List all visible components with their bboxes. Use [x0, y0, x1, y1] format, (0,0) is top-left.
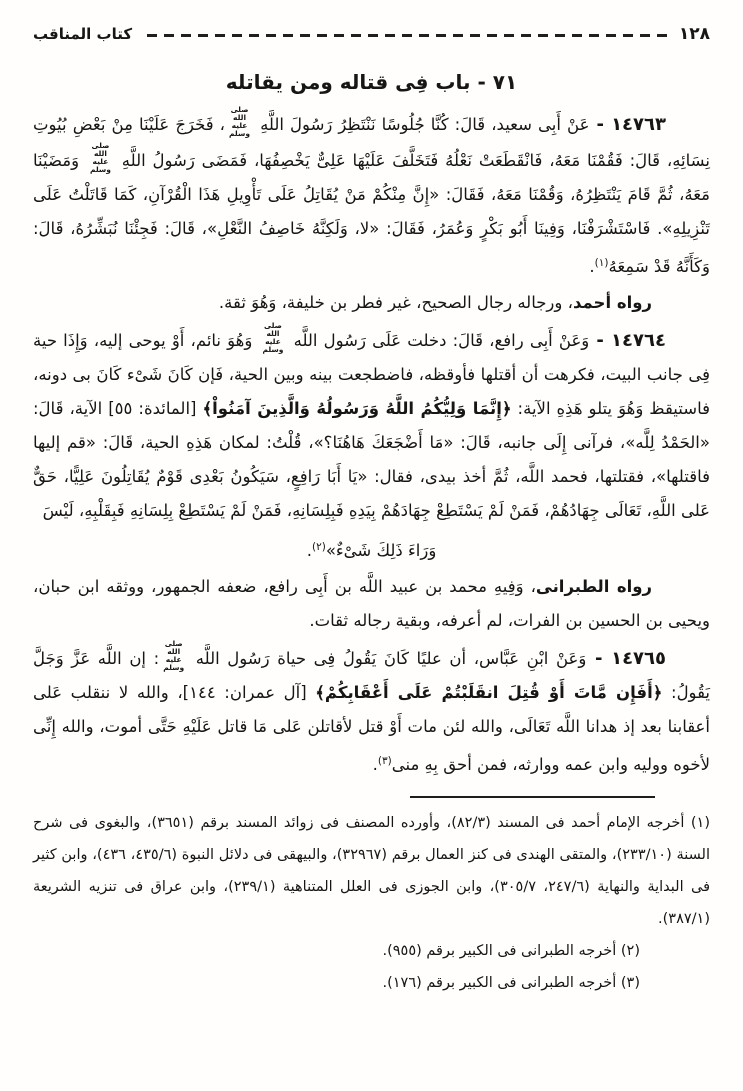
- takhrij-14764: [33, 570, 710, 638]
- hadith-14765: [33, 640, 710, 782]
- hadith-number: ١٤٧٦٤ -: [589, 330, 666, 351]
- footnote-1: (١) أخرجه الإمام أحمد فى المسند (٨٢/٣)، وأورده المصنف فى زوائد المسند برقم (٣٦٥١)، والبغوى فى شرح السنة (٢٣٣/١٠)، والمتقى الهندى فى كنز العمال برقم (٣٢٩٦٧)، والبيهقى فى دلائل النبوة (٤٣٥/٦، ٤٣٦)، وابن كثير فى البداية والنهاية (٢٤٧/٦، ٣٠٥/٧)، وابن الجوزى فى العلل المتناهية (٢٣٩/١)، وابن عراق فى تنزيه الشريعة (٣٨٧/١).: [33, 815, 711, 927]
- hadith-14764: [33, 322, 710, 528]
- text-run: ، فَخَرَجَ عَلَيْنَا مِنْ بَعْضِ بُيُوتِ نِسَائِهِ، قَالَ: فَقُمْنَا مَعَهُ، فَانْقَطَعَتْ نَعْلُهُ فَتَخَلَّفَ عَلَيْهَا عَلِىٌّ يَخْصِفُهَا، فَمَضَى رَسُولُ اللَّهِ: [33, 115, 710, 170]
- text-run: وَعَنْ أَبِى رافع، قَالَ: دخلت عَلَى رَسُول اللَّه: [287, 331, 590, 350]
- text-run: وَعَنْ ابْنِ عَبَّاس، أن عليًا كَانَ يَقُولُ فِى حياة رَسُول اللَّه: [188, 649, 587, 668]
- pbuh-seal-symbol: صلى الله عليه وسلم: [163, 639, 185, 672]
- text-run: عَنْ أَبِى سعيد، قَالَ: كُنَّا جُلُوسًا نَنْتَظِرُ رَسُولَ اللَّهِ: [254, 115, 590, 134]
- text-run: رواه أحمد: [572, 293, 652, 312]
- text-run: رواه الطبرانى: [535, 577, 652, 596]
- text-run: وَمَضَيْنَا مَعَهُ، ثُمَّ قَامَ يَنْتَظِرُهُ، وَقُمْنَا مَعَهُ، فَقَالَ: «إِنَّ مِنْكُمْ مَنْ يُقَاتِلُ عَلَى تَأْوِيلِ هَذَا الْقُرْآنِ، كَمَا قَاتَلْتُ عَلَى تَنْزِيلِهِ». فَاسْتَشْرَفْنَا، وَفِينَا أَبُو بَكْرٍ وَعُمَرُ، فَقَالَ: «لا، وَلَكِنَّهُ خَاصِفُ النَّعْلِ»، قَالَ: فَجِئْنَا نُبَشِّرُهُ، قَالَ: وَكَأَنَّهُ قَدْ سَمِعَهُ: [33, 151, 710, 276]
- main-text: [33, 106, 710, 782]
- pbuh-seal-symbol: صلى الله عليه وسلم: [229, 105, 250, 138]
- footnote-ref: (٣): [377, 755, 392, 767]
- text-run: .: [306, 541, 312, 560]
- footnote-ref: (١): [594, 257, 609, 269]
- pbuh-seal-symbol: صلى الله عليه وسلم: [262, 321, 284, 354]
- footnote-ref: (٢): [311, 541, 326, 553]
- footnote-2: (٢) أخرجه الطبرانى فى الكبير برقم (٩٥٥).: [382, 943, 640, 959]
- text-run: .: [372, 755, 378, 774]
- page-header: [33, 24, 710, 44]
- hadith-14764-tail: [33, 530, 710, 568]
- footnotes-section: [33, 807, 710, 999]
- book-title: كتاب المناقب: [33, 25, 133, 43]
- hadith-14763: [33, 106, 710, 284]
- text-run: وَرَاءَ ذَلِكَ شَىْءٌ»: [325, 541, 437, 560]
- takhrij-14763: [33, 286, 710, 320]
- text-run: [آل عمران: ١٤٤]، والله لا ننقلب عَلى أعقابنا بعد إذ هدانا اللَّه تَعَالَى، والله لئن مات أَوْ قتل لأقاتلن عَلى مَا قاتل عَلَيْهِ حَتَّى أموت، والله إِنِّى لأخوه ووليه وابن عمه ووارثه، فمن أحق بِهِ منى: [33, 683, 710, 774]
- header-dash-line: [144, 34, 667, 37]
- text-run: [المائدة: ٥٥] الآية، قَالَ: «الحَمْدُ لِلَّه»، فرآنى إِلَى جانبه، قَالَ: «مَا أَضْجَعَكَ هَاهُنَا؟»، قُلْتُ: لمكان هَذِهِ الحية، قَالَ: «قم إليها فاقتلها»، فقتلتها، فحمد اللَّه، ثُمَّ أخذ بيدى، فقال: «يَا أَبَا رَافِعٍ، سَيَكُونُ بَعْدِى قَوْمٌ يُقَاتِلُونَ عَلِيًّا، حَقٌّ عَلى اللَّهِ، تَعَالَى جِهَادُهُمْ، فَمَنْ لَمْ يَسْتَطِعْ جِهَادَهُمْ بِيَدِهِ فَبِلِسَانِهِ، فَمَنْ لَمْ يَسْتَطِعْ بِلِسَانِهِ فَبِقَلْبِهِ، لَيْسَ: [33, 399, 710, 520]
- chapter-title: ٧١ - باب فِى قتاله ومن يقاتله: [225, 70, 518, 94]
- text-run: وَهُوَ نائم، أَوْ يوحى إليه، وَإِذَا حية فِى جانب البيت، فكرهت أن أقتلها فأوقظه، فاضطجعت بينه وبين الحية، فَإن كَانَ شَىْء كَانَ بى دونه، فاستيقظ وَهُوَ يتلو هَذِهِ الآية:: [33, 331, 710, 418]
- hadith-number: ١٤٧٦٥ -: [586, 648, 667, 669]
- footnote-3: (٣) أخرجه الطبرانى فى الكبير برقم (١٧٦).: [382, 975, 640, 991]
- quran-verse: ﴿إِنَّمَا وَلِيُّكُمُ اللَّهُ وَرَسُولُهُ وَالَّذِينَ آمَنُواْ﴾: [202, 399, 512, 418]
- quran-verse: ﴿أَفَإِن مَّاتَ أَوْ قُتِلَ انقَلَبْتُمْ عَلَى أَعْقَابِكُمْ﴾: [315, 683, 663, 702]
- text-run: : إن اللَّه عَزَّ وَجَلَّ يَقُولُ:: [33, 649, 711, 702]
- hadith-number: ١٤٧٦٣ -: [589, 114, 666, 135]
- footnote-separator-rule: [410, 796, 655, 798]
- text-run: ، ورجاله رجال الصحيح، غير فطر بن خليفة، وَهُوَ ثقة.: [218, 293, 573, 312]
- pbuh-seal-symbol: صلى الله عليه وسلم: [89, 141, 111, 174]
- text-run: ، وَفِيهِ محمد بن عبيد اللَّه بن أَبِى رافع، ضعفه الجمهور، ووثقه ابن حبان، ويحيى بن الحسين بن الفرات، لم أعرفه، وبقية رجاله ثقات.: [33, 577, 710, 630]
- text-run: .: [589, 257, 595, 276]
- page-number: ١٢٨: [678, 24, 710, 44]
